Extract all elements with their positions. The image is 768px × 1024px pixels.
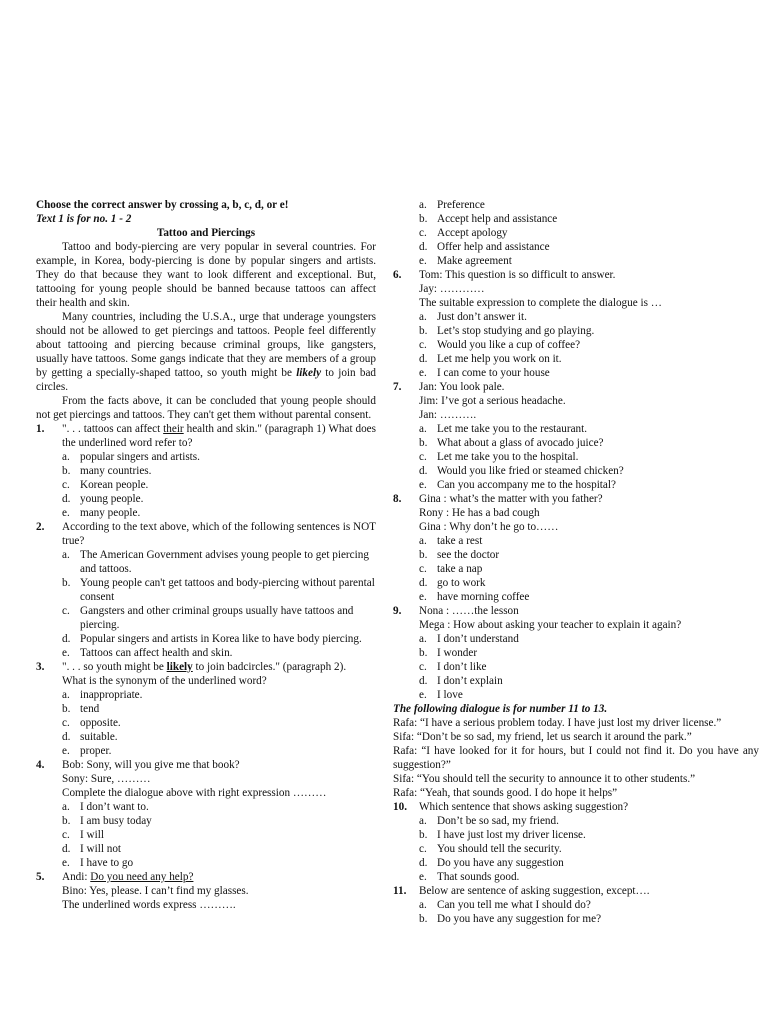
answer-option[interactable] xyxy=(62,548,376,576)
option-letter: c. xyxy=(62,829,70,841)
option-text: young people. xyxy=(80,493,144,505)
answer-option[interactable] xyxy=(419,828,759,842)
option-letter: c. xyxy=(62,717,70,729)
dialogue-line: Gina : what’s the matter with you father? xyxy=(419,493,603,505)
question-11 xyxy=(393,884,759,926)
dialogue-line: Rafa: “I have looked for it for hours, but I could not find it. Do you have any suggestion?” xyxy=(393,745,759,771)
answer-option[interactable] xyxy=(419,366,759,380)
option-text: I don’t understand xyxy=(437,633,519,645)
answer-option[interactable] xyxy=(419,478,759,492)
answer-option[interactable] xyxy=(419,674,759,688)
question-number: 8. xyxy=(393,493,402,505)
right-column xyxy=(393,198,759,926)
answer-option[interactable] xyxy=(419,254,759,268)
dialogue-line: Tom: This question is so difficult to answer. xyxy=(419,269,616,281)
option-text: Let me take you to the hospital. xyxy=(437,451,579,463)
option-text: I have to go xyxy=(80,857,134,869)
answer-option[interactable] xyxy=(62,576,376,604)
question-text: Below are sentence of asking suggestion, except…. xyxy=(419,885,650,897)
question-10 xyxy=(393,800,759,884)
option-letter: e. xyxy=(62,857,70,869)
question-number: 5. xyxy=(36,871,45,883)
option-text: Can you accompany me to the hospital? xyxy=(437,479,616,491)
option-letter: d. xyxy=(62,493,71,505)
dialogue-line: Andi: Do you need any help? xyxy=(62,871,194,883)
question-5 xyxy=(36,870,376,912)
answer-option[interactable] xyxy=(62,604,376,632)
option-text: many people. xyxy=(80,507,141,519)
option-letter: b. xyxy=(62,465,71,477)
answer-option[interactable] xyxy=(62,744,376,758)
answer-option[interactable] xyxy=(419,450,759,464)
option-letter: b. xyxy=(62,577,71,589)
text-label: Text 1 is for no. 1 - 2 xyxy=(36,213,132,225)
option-letter: b. xyxy=(419,829,428,841)
option-text: Would you like fried or steamed chicken? xyxy=(437,465,624,477)
option-letter: e. xyxy=(62,647,70,659)
answer-option[interactable] xyxy=(62,464,376,478)
option-text: Popular singers and artists in Korea like to have body piercing. xyxy=(80,633,362,645)
options xyxy=(419,534,759,604)
option-text: opposite. xyxy=(80,717,121,729)
option-text: Tattoos can affect health and skin. xyxy=(80,647,233,659)
answer-option[interactable] xyxy=(419,814,759,828)
option-letter: b. xyxy=(419,437,428,449)
option-text: many countries. xyxy=(80,465,152,477)
question-number: 7. xyxy=(393,381,402,393)
option-letter: d. xyxy=(62,633,71,645)
answer-option[interactable] xyxy=(62,702,376,716)
question-number: 2. xyxy=(36,521,45,533)
underlined-word: their xyxy=(163,423,184,435)
option-letter: d. xyxy=(419,577,428,589)
option-letter: a. xyxy=(62,689,70,701)
answer-option[interactable] xyxy=(419,898,759,912)
answer-option[interactable] xyxy=(419,576,759,590)
option-letter: c. xyxy=(419,227,427,239)
option-text: Can you tell me what I should do? xyxy=(437,899,591,911)
option-letter: a. xyxy=(419,535,427,547)
option-letter: a. xyxy=(62,801,70,813)
option-text: Let me help you work on it. xyxy=(437,353,562,365)
option-text: Do you have any suggestion xyxy=(437,857,564,869)
dialogue-line: Rony : He has a bad cough xyxy=(419,507,540,519)
answer-option[interactable] xyxy=(419,338,759,352)
question-number: 4. xyxy=(36,759,45,771)
answer-option[interactable] xyxy=(62,730,376,744)
answer-option[interactable] xyxy=(62,814,376,828)
option-text: I wonder xyxy=(437,647,478,659)
option-text: Let me take you to the restaurant. xyxy=(437,423,588,435)
answer-option[interactable] xyxy=(419,198,759,212)
answer-option[interactable] xyxy=(62,842,376,856)
answer-option[interactable] xyxy=(419,856,759,870)
option-text: I will xyxy=(80,829,104,841)
dialogue-line: Sifa: “Don’t be so sad, my friend, let us search it around the park.” xyxy=(393,731,692,743)
answer-option[interactable] xyxy=(62,800,376,814)
option-letter: e. xyxy=(419,591,427,603)
options xyxy=(62,450,376,520)
option-text: Accept apology xyxy=(437,227,508,239)
option-letter: c. xyxy=(62,479,70,491)
answer-option[interactable] xyxy=(419,646,759,660)
dialogue-line: Gina : Why don’t he go to…… xyxy=(419,521,559,533)
answer-option[interactable] xyxy=(419,842,759,856)
dialogue-line: Bob: Sony, will you give me that book? xyxy=(62,759,240,771)
answer-option[interactable] xyxy=(419,436,759,450)
option-letter: e. xyxy=(62,745,70,757)
option-text: Preference xyxy=(437,199,485,211)
question-text: The suitable expression to complete the dialogue is … xyxy=(419,297,662,309)
options xyxy=(419,198,759,268)
option-letter: d. xyxy=(419,353,428,365)
answer-option[interactable] xyxy=(62,492,376,506)
answer-option[interactable] xyxy=(419,562,759,576)
option-letter: a. xyxy=(419,899,427,911)
answer-option[interactable] xyxy=(62,828,376,842)
answer-option[interactable] xyxy=(419,912,759,926)
option-letter: a. xyxy=(419,199,427,211)
option-letter: a. xyxy=(62,549,70,561)
passage-paragraph-2: Many countries, including the U.S.A., urge that underage youngsters should not be allowed to get piercings and tattoos. People feel differently about tattooing and piercing because criminal groups, like gangsters, usually have tattoos. Some gangs indicate that they are members of a group by getting a specially-shaped tattoo, so youth might be likely to join bad circles. xyxy=(36,311,377,393)
answer-option[interactable] xyxy=(62,506,376,520)
answer-option[interactable] xyxy=(419,632,759,646)
instruction: Choose the correct answer by crossing a, b, c, d, or e! xyxy=(36,199,289,211)
passage-paragraph-3: From the facts above, it can be concluded that young people should not get piercings and tattoos. They can't get them without parental consent. xyxy=(36,395,376,421)
answer-option[interactable] xyxy=(62,450,376,464)
option-text: Let’s stop studying and go playing. xyxy=(437,325,595,337)
question-text: The underlined words express ………. xyxy=(62,899,236,911)
option-text: I am busy today xyxy=(80,815,152,827)
answer-option[interactable] xyxy=(419,422,759,436)
question-text: ". . . tattoos can affect their health and skin." (paragraph 1) What does the underlined word refer to? xyxy=(62,423,376,449)
answer-option[interactable] xyxy=(62,856,376,870)
dialogue-line: Rafa: “Yeah, that sounds good. I do hope it helps” xyxy=(393,787,618,799)
question-subtext: What is the synonym of the underlined word? xyxy=(62,675,267,687)
question-text: Which sentence that shows asking suggestion? xyxy=(419,801,629,813)
option-letter: d. xyxy=(62,731,71,743)
option-text: Would you like a cup of coffee? xyxy=(437,339,581,351)
option-letter: b. xyxy=(62,815,71,827)
question-text: Complete the dialogue above with right expression ……… xyxy=(62,787,327,799)
answer-option[interactable] xyxy=(62,646,376,660)
option-letter: a. xyxy=(419,423,427,435)
option-text: You should tell the security. xyxy=(437,843,562,855)
option-letter: e. xyxy=(419,689,427,701)
dialogue-label: The following dialogue is for number 11 to 13. xyxy=(393,703,608,715)
option-letter: b. xyxy=(62,703,71,715)
option-letter: e. xyxy=(419,479,427,491)
answer-option[interactable] xyxy=(419,212,759,226)
question-2 xyxy=(36,520,376,660)
option-text: take a nap xyxy=(437,563,483,575)
option-letter: c. xyxy=(419,563,427,575)
question-number: 10. xyxy=(393,801,407,813)
option-letter: a. xyxy=(419,311,427,323)
option-text: The American Government advises young people to get piercing and tattoos. xyxy=(80,549,369,575)
question-4 xyxy=(36,758,376,870)
options xyxy=(62,800,376,870)
option-text: take a rest xyxy=(437,535,483,547)
option-letter: d. xyxy=(419,241,428,253)
dialogue-line: Sony: Sure, ……… xyxy=(62,773,151,785)
answer-option[interactable] xyxy=(419,534,759,548)
question-number: 6. xyxy=(393,269,402,281)
option-letter: d. xyxy=(419,857,428,869)
left-column xyxy=(36,198,376,912)
answer-option[interactable] xyxy=(419,310,759,324)
answer-option[interactable] xyxy=(419,590,759,604)
option-letter: e. xyxy=(419,367,427,379)
options xyxy=(419,814,759,884)
answer-option[interactable] xyxy=(62,632,376,646)
question-number: 3. xyxy=(36,661,45,673)
options xyxy=(419,310,759,380)
dialogue-line: Bino: Yes, please. I can’t find my glasses. xyxy=(62,885,249,897)
question-number: 11. xyxy=(393,885,407,897)
option-letter: e. xyxy=(62,507,70,519)
options xyxy=(62,548,376,660)
answer-option[interactable] xyxy=(419,464,759,478)
option-letter: e. xyxy=(419,871,427,883)
answer-option[interactable] xyxy=(419,660,759,674)
option-letter: b. xyxy=(419,913,428,925)
question-number: 9. xyxy=(393,605,402,617)
option-text: I can come to your house xyxy=(437,367,550,379)
answer-option[interactable] xyxy=(62,478,376,492)
option-text: tend xyxy=(80,703,100,715)
question-number: 1. xyxy=(36,423,45,435)
option-text: I will not xyxy=(80,843,122,855)
passage-title: Tattoo and Piercings xyxy=(156,227,256,239)
answer-option[interactable] xyxy=(419,352,759,366)
option-text: Young people can't get tattoos and body-piercing without parental consent xyxy=(80,577,375,603)
dialogue-line: Rafa: “I have a serious problem today. I have just lost my driver license.” xyxy=(393,717,722,729)
emphasized-word: likely xyxy=(296,367,322,379)
option-text: inappropriate. xyxy=(80,689,143,701)
option-letter: d. xyxy=(419,465,428,477)
dialogue-line: Jim: I’ve got a serious headache. xyxy=(419,395,566,407)
answer-option[interactable] xyxy=(419,324,759,338)
underlined-word: likely xyxy=(166,661,193,673)
option-text: I don’t like xyxy=(437,661,487,673)
option-letter: a. xyxy=(419,633,427,645)
option-text: Just don’t answer it. xyxy=(437,311,527,323)
options xyxy=(419,422,759,492)
options xyxy=(419,632,759,702)
answer-option[interactable] xyxy=(419,226,759,240)
question-text: ". . . so youth might be likely to join badcircles." (paragraph 2). xyxy=(62,661,347,673)
dialogue-line: Mega : How about asking your teacher to explain it again? xyxy=(419,619,682,631)
dialogue-line: Jan: ………. xyxy=(419,409,477,421)
answer-option[interactable] xyxy=(419,688,759,702)
option-text: Do you have any suggestion for me? xyxy=(437,913,602,925)
option-letter: b. xyxy=(419,549,428,561)
option-text: Gangsters and other criminal groups usually have tattoos and piercing. xyxy=(80,605,354,631)
underlined-phrase: Do you need any help? xyxy=(90,871,194,883)
option-text: go to work xyxy=(437,577,486,589)
option-letter: b. xyxy=(419,647,428,659)
options xyxy=(419,898,759,926)
answer-option[interactable] xyxy=(419,870,759,884)
option-text: Don’t be so sad, my friend. xyxy=(437,815,559,827)
question-3 xyxy=(36,660,376,758)
option-letter: e. xyxy=(419,255,427,267)
answer-option[interactable] xyxy=(419,548,759,562)
question-7 xyxy=(393,380,759,492)
option-letter: a. xyxy=(62,451,70,463)
option-text: I don’t explain xyxy=(437,675,503,687)
option-text: Accept help and assistance xyxy=(437,213,558,225)
option-letter: c. xyxy=(419,843,427,855)
option-letter: d. xyxy=(419,675,428,687)
option-letter: c. xyxy=(419,339,427,351)
question-6 xyxy=(393,268,759,380)
dialogue-line: Jan: You look pale. xyxy=(419,381,505,393)
option-letter: b. xyxy=(419,213,428,225)
option-text: Korean people. xyxy=(80,479,149,491)
dialogue-line: Nona : ……the lesson xyxy=(419,605,519,617)
answer-option[interactable] xyxy=(62,716,376,730)
question-9 xyxy=(393,604,759,702)
option-text: I have just lost my driver license. xyxy=(437,829,586,841)
option-text: see the doctor xyxy=(437,549,500,561)
option-text: That sounds good. xyxy=(437,871,520,883)
passage-paragraph-1: Tattoo and body-piercing are very popular in several countries. For example, in Korea, body-piercing is done by popular singers and artists. They do that because they want to look different and exceptional. But, tattooing for young people should be banned because tattoos can affect their health and skin. xyxy=(36,241,376,309)
option-letter: b. xyxy=(419,325,428,337)
option-letter: c. xyxy=(419,661,427,673)
option-text: have morning coffee xyxy=(437,591,530,603)
dialogue-line: Jay: ………… xyxy=(419,283,485,295)
option-letter: a. xyxy=(419,815,427,827)
option-letter: c. xyxy=(419,451,427,463)
option-text: Offer help and assistance xyxy=(437,241,550,253)
question-1 xyxy=(36,422,376,520)
option-letter: c. xyxy=(62,605,70,617)
option-text: I don’t want to. xyxy=(80,801,149,813)
option-text: popular singers and artists. xyxy=(80,451,200,463)
options xyxy=(62,688,376,758)
option-text: I love xyxy=(437,689,463,701)
answer-option[interactable] xyxy=(62,688,376,702)
answer-option[interactable] xyxy=(419,240,759,254)
option-text: proper. xyxy=(80,745,112,757)
option-text: Make agreement xyxy=(437,255,512,267)
option-text: suitable. xyxy=(80,731,118,743)
option-text: What about a glass of avocado juice? xyxy=(437,437,604,449)
question-text: According to the text above, which of the following sentences is NOT true? xyxy=(62,521,376,547)
option-letter: d. xyxy=(62,843,71,855)
question-8 xyxy=(393,492,759,604)
dialogue-line: Sifa: “You should tell the security to announce it to other students.” xyxy=(393,773,696,785)
